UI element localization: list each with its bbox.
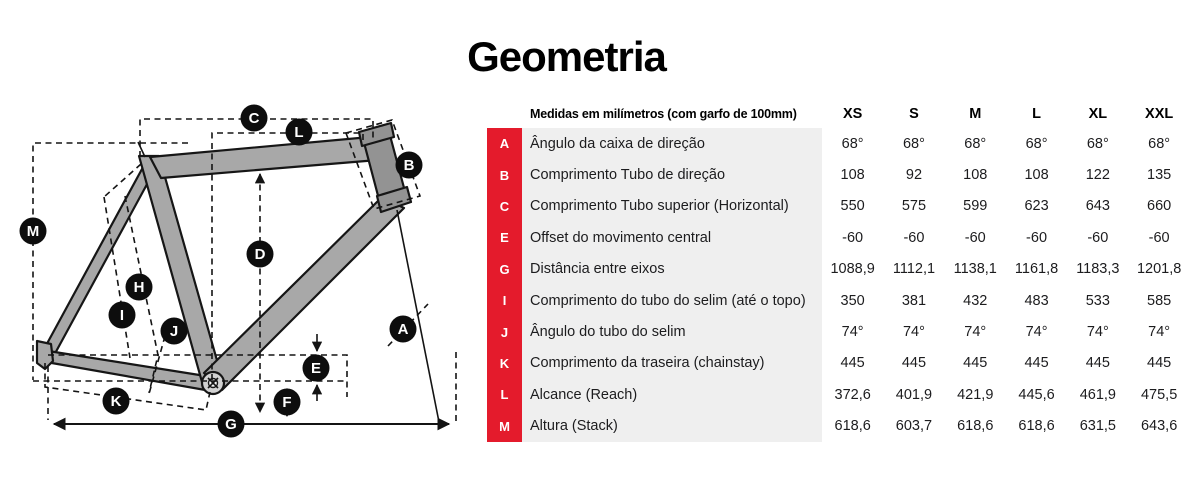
page-title: Geometria <box>467 33 666 80</box>
down-tube <box>204 197 404 390</box>
row-label: Offset do movimento central <box>522 222 822 253</box>
dimension-marker-f <box>274 389 301 416</box>
size-header-m: M <box>969 106 982 122</box>
row-value: 350 <box>840 292 865 309</box>
row-value: 372,6 <box>834 386 871 403</box>
row-letter-badge: G <box>487 254 522 285</box>
row-value: 623 <box>1024 198 1049 215</box>
row-value: 68° <box>964 135 987 152</box>
row-label: Ângulo do tubo do selim <box>522 316 822 347</box>
table-row <box>487 191 1191 222</box>
row-value: 108 <box>840 167 865 184</box>
row-value: 445 <box>1085 355 1110 372</box>
row-value: 68° <box>1148 135 1171 152</box>
row-value: 643,6 <box>1140 418 1178 435</box>
table-row <box>487 379 1191 410</box>
row-value: 483 <box>1024 292 1049 309</box>
row-value: 603,7 <box>895 418 933 435</box>
dimension-marker-letter: A <box>397 321 409 339</box>
bike-geometry-diagram <box>12 95 472 443</box>
row-value: 445 <box>840 355 865 372</box>
row-value: 445 <box>1147 355 1172 372</box>
row-label: Comprimento Tubo superior (Horizontal) <box>522 191 822 222</box>
row-label: Comprimento da traseira (chainstay) <box>522 348 822 379</box>
row-label: Comprimento do tubo do selim (até o topo) <box>522 285 822 316</box>
dimension-marker-k <box>103 388 130 415</box>
row-value: 660 <box>1147 198 1172 215</box>
row-value: 1183,3 <box>1076 261 1120 278</box>
row-value: -60 <box>1087 229 1109 246</box>
table-header-row <box>487 100 1191 128</box>
seatstay-tube <box>43 169 152 359</box>
row-value: 461,9 <box>1079 386 1116 403</box>
row-value: -60 <box>1026 229 1048 246</box>
row-value: 631,5 <box>1079 418 1116 435</box>
row-value: 135 <box>1147 167 1172 184</box>
bike-frame <box>37 123 411 394</box>
dimension-marker-letter: F <box>282 394 292 412</box>
row-value: 68° <box>1086 135 1109 152</box>
dimension-marker-h <box>126 274 153 301</box>
row-letter-badge: M <box>487 411 522 442</box>
table-row <box>487 411 1191 442</box>
row-value: -60 <box>842 229 864 246</box>
dimension-marker-letter: G <box>225 416 237 434</box>
row-value: 68° <box>841 135 864 152</box>
row-value: 1112,1 <box>892 261 936 278</box>
table-row <box>487 254 1191 285</box>
seat-tube <box>139 156 222 382</box>
row-letter-badge: C <box>487 191 522 222</box>
table-row <box>487 159 1191 190</box>
dimension-marker-letter: K <box>110 393 122 411</box>
row-label: Distância entre eixos <box>522 254 822 285</box>
size-header-xxl: XXL <box>1145 106 1174 122</box>
row-value: 445 <box>963 355 988 372</box>
row-value: 550 <box>840 198 865 215</box>
table-row <box>487 316 1191 347</box>
row-value: 74° <box>964 324 987 341</box>
row-value: 108 <box>1024 167 1049 184</box>
dimension-marker-d <box>247 241 274 268</box>
row-value: -60 <box>903 229 925 246</box>
row-value: 68° <box>1025 135 1048 152</box>
table-body <box>487 128 1191 442</box>
size-header-xl: XL <box>1088 106 1108 122</box>
row-value: 475,5 <box>1140 386 1178 403</box>
geometry-table <box>487 100 1191 442</box>
row-value: 92 <box>905 167 923 184</box>
row-value: 585 <box>1147 292 1172 309</box>
dimension-marker-letter: D <box>254 246 266 264</box>
table-row <box>487 285 1191 316</box>
size-header-xs: XS <box>842 106 863 122</box>
row-value: 445,6 <box>1018 386 1055 403</box>
row-value: 74° <box>1025 324 1048 341</box>
dimension-marker-i <box>109 302 136 329</box>
dimension-marker-letter: B <box>403 157 415 175</box>
row-label: Ângulo da caixa de direção <box>522 128 822 159</box>
row-value: 1201,8 <box>1136 261 1182 278</box>
row-letter-badge: A <box>487 128 522 159</box>
dimension-marker-b <box>396 152 423 179</box>
dimension-marker-a <box>390 316 417 343</box>
row-value: -60 <box>1148 229 1170 246</box>
row-value: 381 <box>901 292 927 309</box>
row-value: 618,6 <box>1018 418 1055 435</box>
dimension-marker-letter: M <box>26 223 40 241</box>
row-value: 445 <box>1024 355 1049 372</box>
row-letter-badge: E <box>487 222 522 253</box>
row-value: 68° <box>902 135 925 152</box>
row-value: -60 <box>964 229 986 246</box>
table-row <box>487 222 1191 253</box>
row-label: Comprimento Tubo de direção <box>522 159 822 190</box>
row-letter-badge: J <box>487 316 522 347</box>
table-row <box>487 128 1191 159</box>
dimension-marker-m <box>20 218 47 245</box>
dimension-marker-c <box>241 105 268 132</box>
row-value: 74° <box>1148 324 1171 341</box>
row-value: 74° <box>902 324 925 341</box>
row-value: 1088,9 <box>830 261 875 278</box>
row-label: Alcance (Reach) <box>522 379 822 410</box>
dimension-marker-letter: J <box>169 323 179 341</box>
dimension-marker-letter: L <box>294 124 304 142</box>
row-label: Altura (Stack) <box>522 411 822 442</box>
row-value: 599 <box>963 198 988 215</box>
row-value: 533 <box>1085 292 1110 309</box>
row-value: 1161,8 <box>1014 261 1059 278</box>
row-value: 618,6 <box>957 418 994 435</box>
row-value: 432 <box>963 292 988 309</box>
row-value: 618,6 <box>834 418 871 435</box>
row-value: 74° <box>1086 324 1109 341</box>
dimension-marker-letter: H <box>133 279 145 297</box>
row-value: 445 <box>901 355 927 372</box>
row-value: 1138,1 <box>953 261 997 278</box>
size-header-s: S <box>909 106 919 122</box>
dimension-marker-letter: I <box>119 307 125 325</box>
row-value: 421,9 <box>957 386 994 403</box>
row-value: 74° <box>841 324 864 341</box>
row-letter-badge: L <box>487 379 522 410</box>
row-value: 108 <box>963 167 988 184</box>
seat-axis-line <box>138 142 145 157</box>
dimension-marker-e <box>303 355 330 382</box>
row-letter-badge: B <box>487 159 522 190</box>
measures-header: Medidas em milímetros (com garfo de 100mm) <box>530 107 797 121</box>
size-header-l: L <box>1032 106 1041 122</box>
row-value: 575 <box>901 198 927 215</box>
dimension-marker-letter: C <box>248 110 260 128</box>
dimension-marker-l <box>286 119 313 146</box>
chainstay-tube <box>42 350 212 391</box>
dimension-marker-letter: E <box>310 360 322 378</box>
row-value: 122 <box>1085 167 1110 184</box>
table-row <box>487 348 1191 379</box>
row-letter-badge: I <box>487 285 522 316</box>
row-letter-badge: K <box>487 348 522 379</box>
dimension-marker-g <box>218 411 245 438</box>
dimension-marker-j <box>161 318 188 345</box>
row-value: 401,9 <box>895 386 933 403</box>
row-value: 643 <box>1085 198 1110 215</box>
